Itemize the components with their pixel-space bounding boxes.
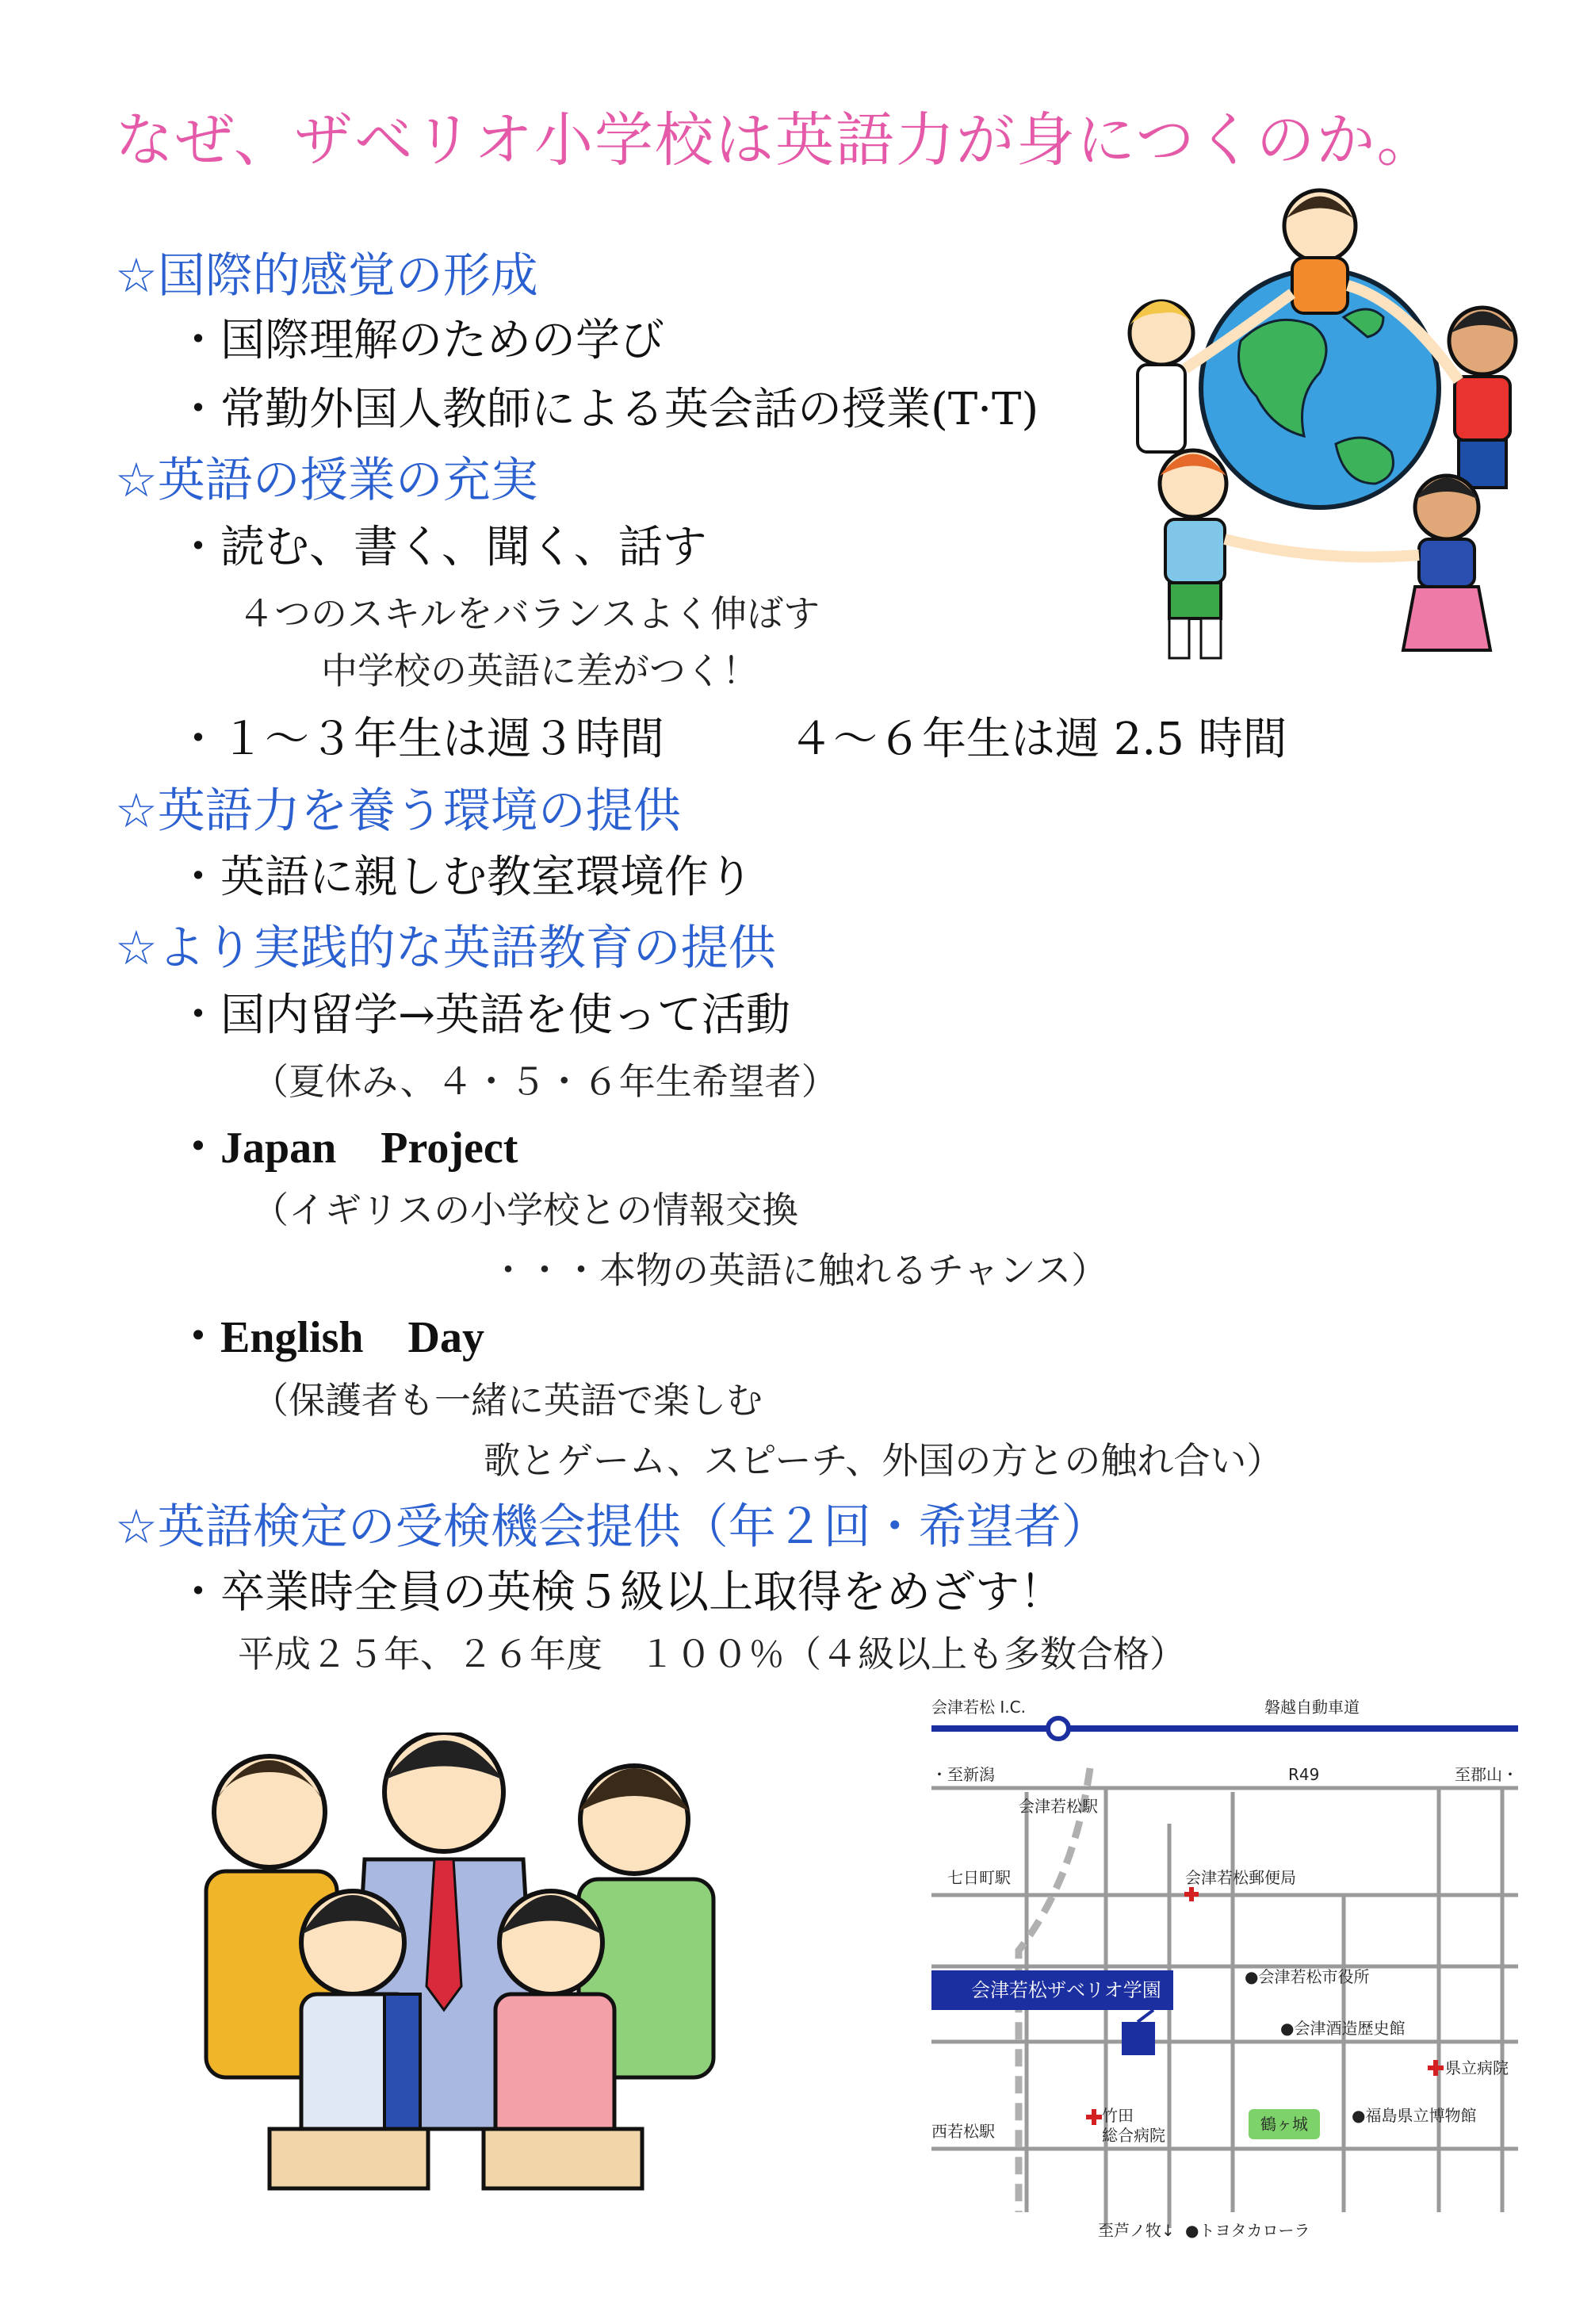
item-foreign-teacher: ・常勤外国人教師による英会話の授業(T·T) [176,384,1039,435]
map-to-ashinomaki-label: 至芦ノ牧↓ [1098,2221,1175,2240]
sub-activities: 歌とゲーム、スピーチ、外国の方との触れ合い） [484,1439,1283,1482]
map-expressway-label: 磐越自動車道 [1264,1698,1360,1717]
map-to-koriyama-label: 至郡山・ [1455,1765,1518,1784]
item-hours-lower: ・１～３年生は週３時間 [176,714,664,765]
map-city-hall-label: ●会津若松市役所 [1245,1967,1370,1986]
map-sake-museum-label: ●会津酒造歴史館 [1280,2019,1406,2038]
access-map [916,1689,1534,2244]
item-international-understanding: ・国際理解のための学び [176,315,664,366]
item-english-day: ・English Day [176,1313,484,1362]
item-eiken-goal: ・卒業時全員の英検５級以上取得をめざす！ [176,1567,1064,1618]
map-station-label: 会津若松駅 [1019,1797,1098,1816]
map-nishiwakamatsu-label: 西若松駅 [931,2122,995,2141]
map-takeda-label-2: 総合病院 [1102,2126,1165,2145]
item-domestic-study: ・国内留学→英語を使って活動 [176,990,790,1041]
map-school-label: 会津若松ザベリオ学園 [971,1979,1161,2001]
map-pref-hospital-label: 県立病院 [1445,2058,1509,2077]
map-nanukamachi-label: 七日町駅 [947,1868,1011,1887]
heading-english-class: ☆英語の授業の充実 [115,453,538,508]
children-globe-illustration [1106,182,1534,666]
item-japan-project: ・Japan Project [176,1124,518,1173]
sub-real-english: ・・・本物の英語に触れるチャンス） [490,1249,1108,1292]
map-takeda-label-1: 竹田 [1102,2106,1134,2125]
item-hours-upper: ４～６年生は週 2.5 時間 [789,714,1287,765]
heading-environment: ☆英語力を養う環境の提供 [115,783,681,839]
map-castle-label: 鶴ヶ城 [1260,2115,1308,2134]
heading-international-sense: ☆国際的感覚の形成 [115,248,538,304]
map-museum-label: ●福島県立博物館 [1352,2106,1477,2125]
item-classroom-environment: ・英語に親しむ教室環境作り [176,852,753,903]
sub-balance: ４つのスキルをバランスよく伸ばす [238,592,820,635]
heading-practical-education: ☆より実践的な英語教育の提供 [115,921,776,976]
map-toyota-label: ●トヨタカローラ [1185,2221,1310,2240]
sub-uk-exchange: （イギリスの小学校との情報交換 [252,1189,799,1231]
map-to-niigata-label: ・至新潟 [931,1765,995,1784]
map-post-office-label: 会津若松郵便局 [1185,1868,1296,1887]
sub-summer: （夏休み、４・５・６年生希望者） [252,1060,838,1103]
map-r49-label: R49 [1288,1765,1320,1784]
heading-eiken: ☆英語検定の受検機会提供（年２回・希望者） [115,1499,1109,1555]
sub-eiken-result: 平成２５年、２６年度 １００％（４級以上も多数合格） [238,1633,1186,1675]
map-ic-label: 会津若松 I.C. [931,1698,1026,1717]
item-four-skills: ・読む、書く、聞く、話す [176,522,707,573]
sub-parents: （保護者も一緒に英語で楽しむ [252,1379,763,1422]
page-title: なぜ、ザベリオ小学校は英語力が身につくのか。 [115,106,1437,174]
family-illustration [182,1732,753,2192]
sub-junior-high: 中学校の英語に差がつく！ [321,649,759,692]
